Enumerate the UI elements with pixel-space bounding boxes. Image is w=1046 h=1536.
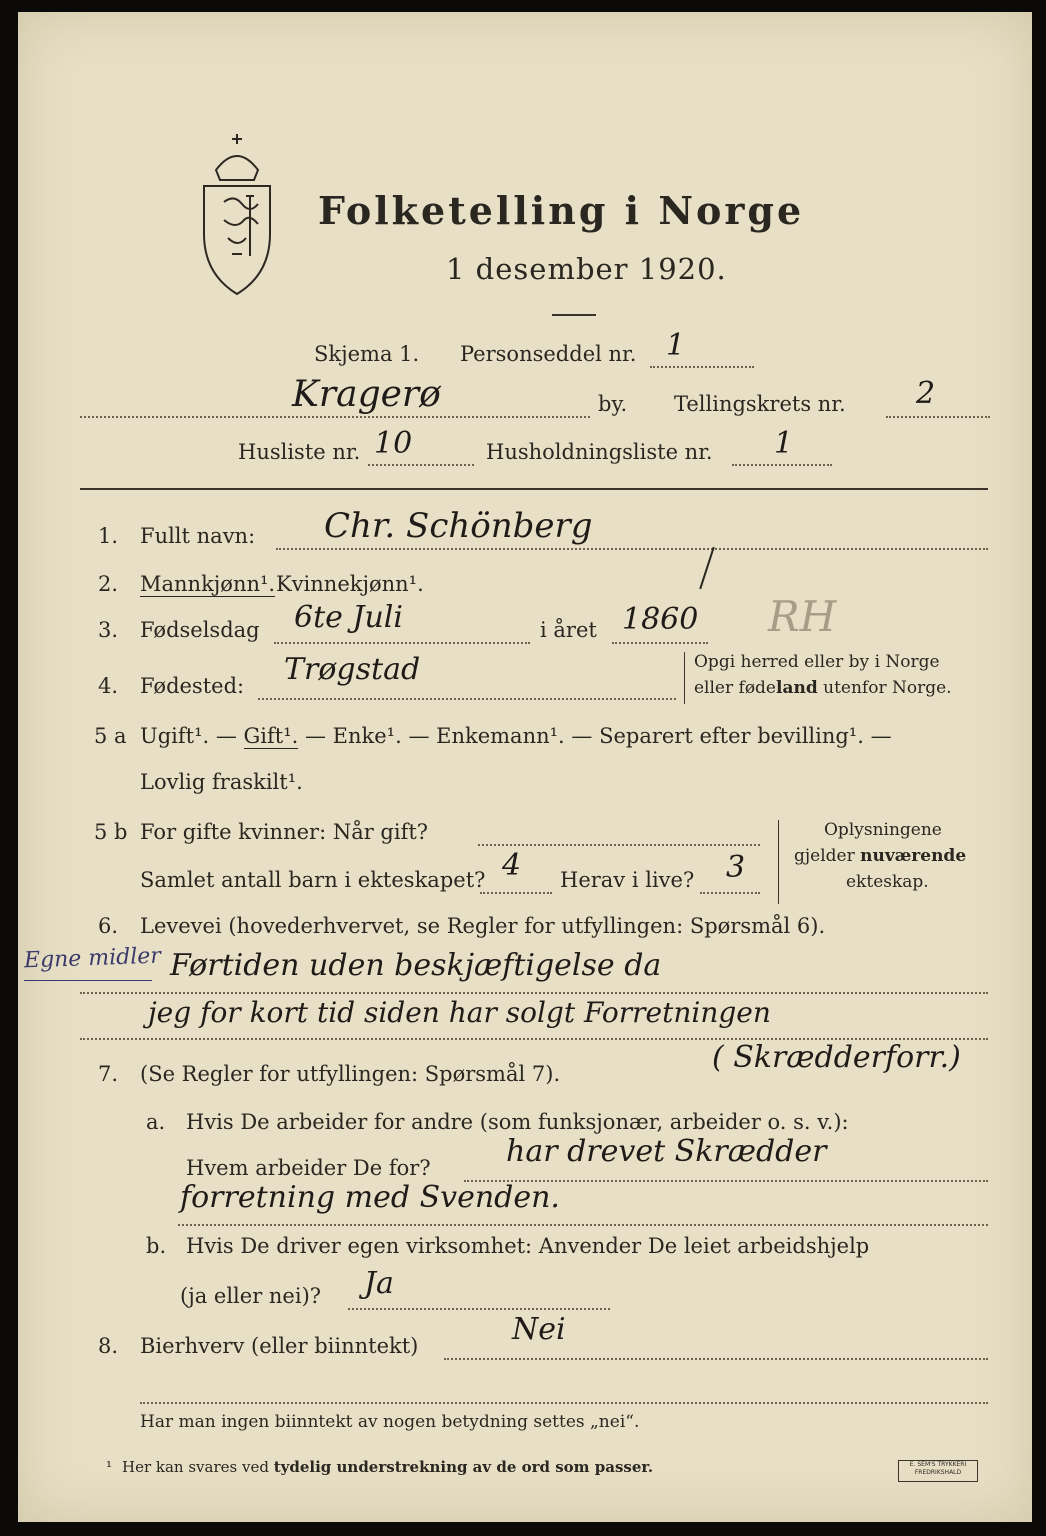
birthplace-note-line2: eller fødeland utenfor Norge.	[694, 678, 952, 698]
occupation-line2-value: jeg for kort tid siden har solgt Forretningen	[148, 996, 771, 1029]
hired-help-value: Ja	[364, 1266, 394, 1301]
q7b-number: b.	[146, 1234, 167, 1258]
form-title: Folketelling i Norge	[318, 188, 805, 233]
birthday-label: Fødselsdag	[140, 618, 260, 642]
marital-gift-option[interactable]: Gift¹.	[243, 724, 299, 748]
city-value: Kragerø	[292, 374, 441, 415]
marriage-note-line3: ekteskap.	[846, 872, 929, 892]
children-count-label: Samlet antall barn i ekteskapet?	[140, 868, 486, 892]
marital-fraskilt-option[interactable]: Lovlig fraskilt¹.	[140, 770, 303, 794]
marriage-note-line1: Oplysningene	[824, 820, 942, 840]
q7b-question: Hvis De driver egen virksomhet: Anvender De leiet arbeidshjelp	[186, 1234, 870, 1258]
employer-value-line2: forretning med Svenden.	[180, 1180, 560, 1215]
husliste-field[interactable]	[368, 464, 474, 466]
footnote-text: Her kan svares ved tydelig understrekning av de ord som passer.	[122, 1458, 654, 1476]
q1-label: Fullt navn:	[140, 524, 256, 548]
birthplace-note-brace	[684, 652, 685, 704]
bottom-instruction: Har man ingen biinntekt av nogen betydning settes „nei“.	[140, 1412, 640, 1432]
q5b-number: 5 b	[94, 820, 128, 844]
margin-note-underline	[24, 980, 152, 981]
q7a-question: Hvis De arbeider for andre (som funksjonær, arbeider o. s. v.):	[186, 1110, 849, 1134]
children-living-field[interactable]	[700, 892, 760, 894]
employer-field-line2[interactable]	[178, 1224, 988, 1226]
full-name-field[interactable]	[276, 548, 988, 550]
marriage-note-brace	[778, 820, 779, 904]
hired-help-field[interactable]	[348, 1308, 610, 1310]
birth-year-value: 1860	[622, 602, 699, 637]
q7a-number: a.	[146, 1110, 166, 1134]
married-when-label: For gifte kvinner: Når gift?	[140, 820, 429, 844]
husholdning-field[interactable]	[732, 464, 832, 466]
full-name-value: Chr. Schönberg	[324, 506, 593, 546]
tellingskrets-label: Tellingskrets nr.	[674, 392, 846, 416]
occupation-line1-value: Førtiden uden beskjæftigelse da	[170, 948, 662, 983]
census-date: 1 desember 1920.	[446, 252, 727, 286]
q8-number: 8.	[98, 1334, 119, 1358]
personseddel-label: Personseddel nr.	[460, 342, 637, 366]
children-living-label: Herav i live?	[560, 868, 695, 892]
birthplace-field[interactable]	[258, 698, 676, 700]
husholdning-label: Husholdningsliste nr.	[486, 440, 713, 464]
header-rule	[80, 488, 988, 490]
marriage-note-line2: gjelder nuværende	[794, 846, 967, 866]
husholdning-value: 1	[774, 426, 794, 461]
gender-female-option[interactable]: Kvinnekjønn¹.	[276, 572, 424, 596]
q7-side-value: ( Skrædderforr.)	[712, 1040, 961, 1075]
gender-male-option[interactable]: Mannkjønn¹.	[140, 572, 276, 596]
marital-other-options[interactable]: — Enke¹. — Enkemann¹. — Separert efter bevilling¹. —	[298, 724, 892, 748]
side-income-value: Nei	[512, 1312, 566, 1347]
children-count-value: 4	[502, 848, 522, 883]
side-income-label: Bierhverv (eller biinntekt)	[140, 1334, 419, 1358]
occupation-line1-field[interactable]	[80, 992, 988, 994]
birth-year-field[interactable]	[612, 642, 708, 644]
personseddel-field[interactable]	[650, 366, 754, 368]
pen-stroke-mark	[699, 547, 714, 589]
side-income-field[interactable]	[444, 1358, 988, 1360]
extra-line-field[interactable]	[140, 1402, 988, 1404]
marital-ugift-option[interactable]: Ugift¹.	[140, 724, 210, 748]
tellingskrets-field[interactable]	[886, 416, 990, 418]
occupation-label: Levevei (hovederhvervet, se Regler for utfyllingen: Spørsmål 6).	[140, 914, 826, 938]
marital-status-options: Ugift¹. — Gift¹. — Enke¹. — Enkemann¹. — Separert efter bevilling¹. —	[140, 724, 892, 748]
census-form-sheet	[18, 12, 1032, 1522]
husliste-value: 10	[374, 426, 413, 461]
q2-number: 2.	[98, 572, 119, 596]
birthplace-note-line1: Opgi herred eller by i Norge	[694, 652, 940, 672]
q7a-employer-label: Hvem arbeider De for?	[186, 1156, 431, 1180]
tellingskrets-value: 2	[916, 376, 936, 411]
birthday-value: 6te Juli	[294, 600, 403, 635]
occupation-margin-note: Egne midler	[23, 943, 162, 974]
q7-label: (Se Regler for utfyllingen: Spørsmål 7).	[140, 1062, 561, 1086]
skjema-label: Skjema 1.	[314, 342, 420, 366]
by-label: by.	[598, 392, 628, 416]
birthplace-value: Trøgstad	[284, 652, 421, 687]
employer-value-line1: har drevet Skrædder	[506, 1134, 827, 1169]
q7-number: 7.	[98, 1062, 119, 1086]
title-divider	[552, 314, 596, 316]
margin-check-mark: RH	[768, 592, 837, 641]
footnote-mark: ¹	[106, 1458, 113, 1476]
birth-year-label: i året	[540, 618, 597, 642]
children-living-value: 3	[726, 850, 746, 885]
q4-number: 4.	[98, 674, 119, 698]
husliste-label: Husliste nr.	[238, 440, 361, 464]
norwegian-coat-of-arms-icon	[194, 130, 280, 300]
q5a-number: 5 a	[94, 724, 127, 748]
city-field[interactable]	[80, 416, 590, 418]
personseddel-value: 1	[666, 328, 686, 363]
birthday-field[interactable]	[274, 642, 530, 644]
q1-number: 1.	[98, 524, 119, 548]
married-when-field[interactable]	[478, 844, 760, 846]
q3-number: 3.	[98, 618, 119, 642]
printer-stamp: E. SEM'S TRYKKERI FREDRIKSHALD	[898, 1460, 978, 1482]
birthplace-label: Fødested:	[140, 674, 245, 698]
q6-number: 6.	[98, 914, 119, 938]
children-count-field[interactable]	[480, 892, 552, 894]
q7b-yesno-label: (ja eller nei)?	[180, 1284, 322, 1308]
